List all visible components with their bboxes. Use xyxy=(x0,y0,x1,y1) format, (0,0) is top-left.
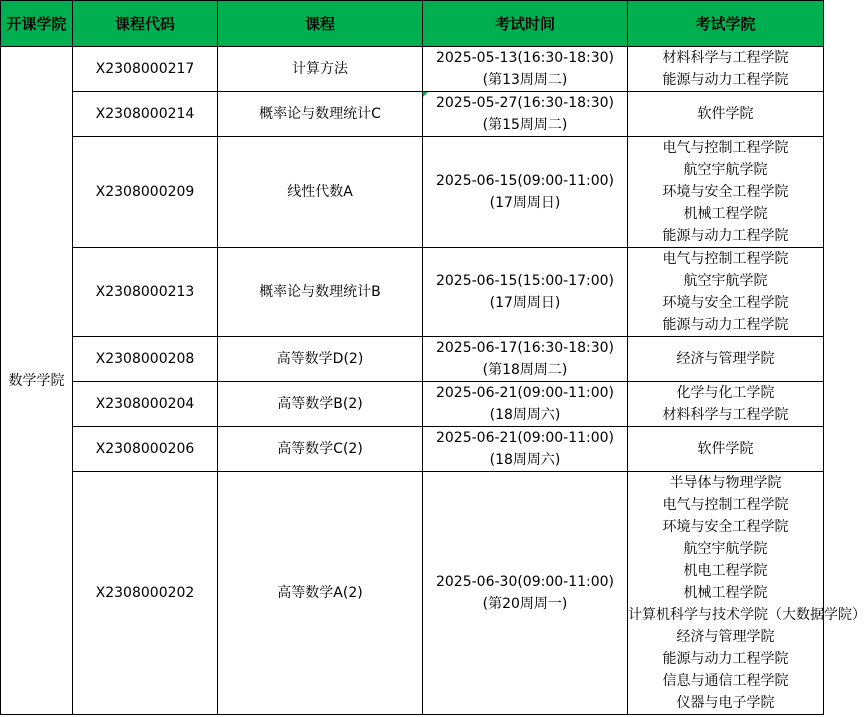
exam-college-line: 环境与安全工程学院 xyxy=(662,184,789,200)
table-row xyxy=(1,47,824,92)
exam-college-line: 材料科学与工程学院 xyxy=(662,407,789,423)
exam-time-cell xyxy=(423,248,628,337)
exam-college-cell xyxy=(628,47,824,92)
exam-time-cell xyxy=(423,472,628,715)
exam-college-cell xyxy=(628,248,824,337)
table-row xyxy=(1,382,824,427)
header-course: 课程 xyxy=(218,1,423,47)
exam-time-line: 2025-06-30(09:00-11:00) xyxy=(435,574,615,590)
table-row xyxy=(1,92,824,137)
exam-time-cell xyxy=(423,92,628,137)
exam-college-line: 机电工程学院 xyxy=(683,563,768,579)
exam-college-line: 经济与管理学院 xyxy=(676,351,775,367)
exam-college-line: 仪器与电子学院 xyxy=(676,695,775,711)
course-name-cell: 概率论与数理统计B xyxy=(218,248,423,337)
exam-college-line: 航空宇航学院 xyxy=(683,162,768,178)
header-code: 课程代码 xyxy=(73,1,218,47)
header-college: 开课学院 xyxy=(1,1,73,47)
exam-college-line: 能源与动力工程学院 xyxy=(662,72,789,88)
exam-college-line: 能源与动力工程学院 xyxy=(662,651,789,667)
exam-time-line: (17周周日) xyxy=(489,195,561,211)
exam-time-cell xyxy=(423,137,628,248)
exam-time-cell xyxy=(423,47,628,92)
exam-college-cell xyxy=(628,427,824,472)
course-name-cell: 高等数学D(2) xyxy=(218,337,423,382)
exam-time-cell xyxy=(423,337,628,382)
exam-time-line: 2025-05-13(16:30-18:30) xyxy=(435,50,615,66)
course-code-cell: X2308000214 xyxy=(73,92,218,137)
exam-college-line: 软件学院 xyxy=(697,106,754,122)
exam-college-line: 电气与控制工程学院 xyxy=(662,497,789,513)
header-row xyxy=(1,1,824,47)
exam-college-line: 计算机科学与技术学院（大数据学院） xyxy=(628,607,866,623)
exam-time-cell xyxy=(423,382,628,427)
table-row xyxy=(1,137,824,248)
exam-college-line: 经济与管理学院 xyxy=(676,629,775,645)
exam-college-line: 机械工程学院 xyxy=(683,585,768,601)
course-name-cell: 高等数学A(2) xyxy=(218,472,423,715)
course-name-cell: 线性代数A xyxy=(218,137,423,248)
exam-college-line: 电气与控制工程学院 xyxy=(662,251,789,267)
exam-college-line: 电气与控制工程学院 xyxy=(662,140,789,156)
course-code-cell: X2308000208 xyxy=(73,337,218,382)
course-code-cell: X2308000206 xyxy=(73,427,218,472)
course-name-cell: 计算方法 xyxy=(218,47,423,92)
exam-college-line: 信息与通信工程学院 xyxy=(662,673,789,689)
exam-time-line: (第20周周一) xyxy=(482,596,568,612)
table-row xyxy=(1,248,824,337)
exam-time-cell xyxy=(423,427,628,472)
course-code-cell: X2308000217 xyxy=(73,47,218,92)
course-code-cell: X2308000204 xyxy=(73,382,218,427)
course-name-cell: 高等数学C(2) xyxy=(218,427,423,472)
exam-college-line: 化学与化工学院 xyxy=(676,385,775,401)
exam-college-cell xyxy=(628,337,824,382)
exam-time-line: 2025-05-27(16:30-18:30) xyxy=(435,95,615,111)
table-row xyxy=(1,427,824,472)
header-exam-college: 考试学院 xyxy=(628,1,824,47)
exam-time-line: (17周周日) xyxy=(489,295,561,311)
exam-college-cell xyxy=(628,137,824,248)
exam-college-line: 航空宇航学院 xyxy=(683,541,768,557)
course-code-cell: X2308000209 xyxy=(73,137,218,248)
exam-time-line: 2025-06-15(09:00-11:00) xyxy=(435,173,615,189)
exam-college-line: 能源与动力工程学院 xyxy=(662,228,789,244)
exam-college-line: 机械工程学院 xyxy=(683,206,768,222)
exam-time-line: 2025-06-15(15:00-17:00) xyxy=(435,273,615,289)
course-name-cell: 高等数学B(2) xyxy=(218,382,423,427)
exam-time-line: (18周周六) xyxy=(489,407,561,423)
exam-college-cell xyxy=(628,92,824,137)
table-row xyxy=(1,337,824,382)
course-code-cell: X2308000213 xyxy=(73,248,218,337)
exam-time-line: (第15周周二) xyxy=(482,117,568,133)
exam-time-line: 2025-06-17(16:30-18:30) xyxy=(435,340,615,356)
exam-college-line: 环境与安全工程学院 xyxy=(662,295,789,311)
exam-college-line: 材料科学与工程学院 xyxy=(662,50,789,66)
table-row xyxy=(1,472,824,715)
exam-college-line: 航空宇航学院 xyxy=(683,273,768,289)
exam-college-line: 半导体与物理学院 xyxy=(669,475,782,491)
exam-time-line: (18周周六) xyxy=(489,452,561,468)
exam-time-line: (第18周周二) xyxy=(482,362,568,378)
offering-college-cell: 数学学院 xyxy=(1,47,73,715)
exam-college-line: 能源与动力工程学院 xyxy=(662,317,789,333)
exam-time-line: 2025-06-21(09:00-11:00) xyxy=(435,430,615,446)
exam-college-cell xyxy=(628,382,824,427)
course-code-cell: X2308000202 xyxy=(73,472,218,715)
exam-time-line: (第13周周二) xyxy=(482,72,568,88)
course-name-cell: 概率论与数理统计C xyxy=(218,92,423,137)
header-time: 考试时间 xyxy=(423,1,628,47)
exam-college-cell xyxy=(628,472,866,715)
exam-college-line: 环境与安全工程学院 xyxy=(662,519,789,535)
exam-time-line: 2025-06-21(09:00-11:00) xyxy=(435,385,615,401)
exam-college-line: 软件学院 xyxy=(697,441,754,457)
